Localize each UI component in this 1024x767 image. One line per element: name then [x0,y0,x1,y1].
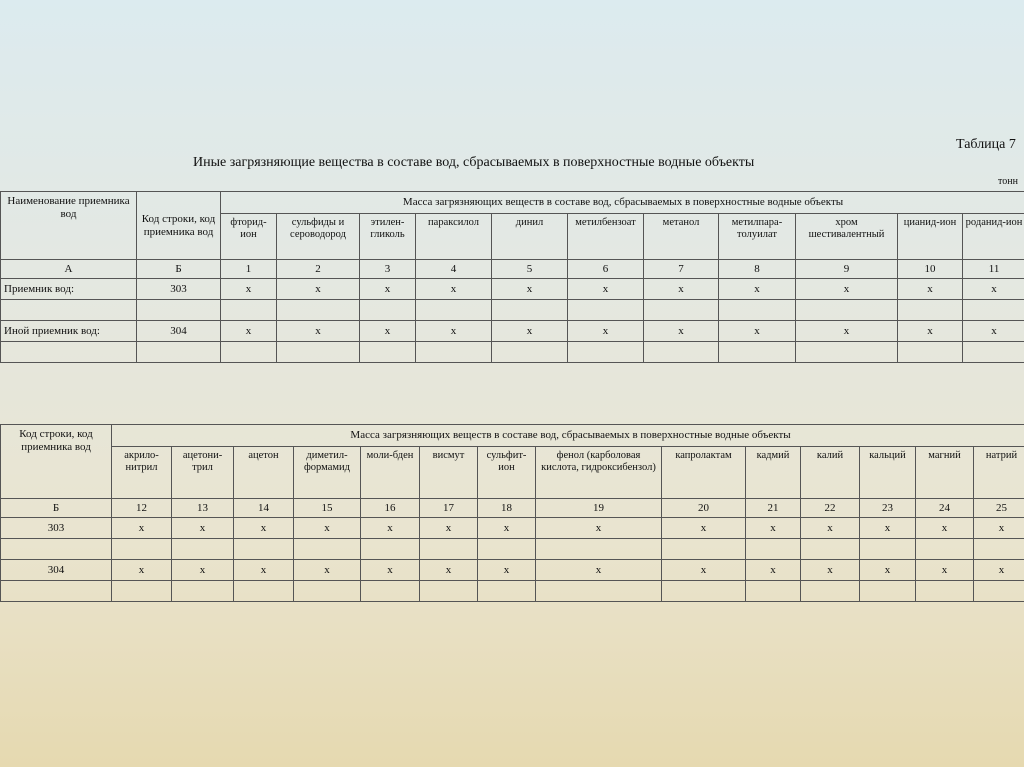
substance-header: кадмий [746,447,801,499]
value-cell: х [221,279,277,300]
value-cell: х [361,518,420,539]
value-cell: х [662,518,746,539]
table-row [1,560,1024,581]
value-cell [644,300,719,321]
value-cell [172,539,234,560]
value-cell: х [277,321,360,342]
column-number: 19 [536,499,662,518]
substance-header: диметил-формамид [294,447,361,499]
value-cell [746,539,801,560]
value-cell [360,342,416,363]
substance-header: хром шестивалентный [796,214,898,260]
column-number: 11 [963,260,1024,279]
value-cell: х [234,518,294,539]
value-cell [294,581,361,602]
column-number: 16 [361,499,420,518]
value-cell: х [416,321,492,342]
value-cell [796,300,898,321]
value-cell [234,539,294,560]
substance-header: роданид-ион [963,214,1024,260]
column-number: 4 [416,260,492,279]
row-code-cell: 304 [1,560,112,581]
substance-header: сульфиды и сероводород [277,214,360,260]
column-number: 17 [420,499,478,518]
row-code-cell [1,581,112,602]
value-cell [860,539,916,560]
column-number: 25 [974,499,1024,518]
value-cell: х [916,518,974,539]
substance-header: метилбензоат [568,214,644,260]
column-number: А [1,260,137,279]
value-cell [916,581,974,602]
substance-header: натрий [974,447,1024,499]
table-row [1,539,1024,560]
value-cell: х [746,518,801,539]
value-cell [234,581,294,602]
column-number: 14 [234,499,294,518]
value-cell [963,300,1024,321]
value-cell: х [963,321,1024,342]
table-row [1,321,1024,342]
value-cell [898,300,963,321]
value-cell [662,539,746,560]
page-title: Иные загрязняющие вещества в составе вод, сбрасываемых в поверхностные водные объекты [193,155,755,170]
value-cell: х [719,279,796,300]
column-number: 22 [801,499,860,518]
table-row [1,300,1024,321]
substance-header: фенол (карболовая кислота, гидроксибензол) [536,447,662,499]
value-cell: х [221,321,277,342]
substance-header: ацетон [234,447,294,499]
value-cell: х [860,518,916,539]
value-cell: х [898,279,963,300]
value-cell: х [568,279,644,300]
value-cell [916,539,974,560]
table-row [1,518,1024,539]
receiver-name-cell [1,342,137,363]
value-cell [172,581,234,602]
column-header-code: Код строки, код приемника вод [137,192,221,260]
table-row [1,279,1024,300]
value-cell: х [536,560,662,581]
value-cell: х [963,279,1024,300]
value-cell: х [801,560,860,581]
value-cell [416,342,492,363]
table-row [1,581,1024,602]
value-cell: х [420,518,478,539]
value-cell: х [746,560,801,581]
value-cell: х [719,321,796,342]
value-cell: х [234,560,294,581]
value-cell [360,300,416,321]
row-code-cell [1,539,112,560]
value-cell: х [898,321,963,342]
table-2 [0,424,1024,602]
substance-header: кальций [860,447,916,499]
value-cell: х [644,279,719,300]
value-cell: х [277,279,360,300]
column-number: 5 [492,260,568,279]
value-cell [221,342,277,363]
column-number: 3 [360,260,416,279]
substance-header: моли-бден [361,447,420,499]
value-cell: х [112,560,172,581]
value-cell: х [801,518,860,539]
value-cell [536,539,662,560]
value-cell [796,342,898,363]
column-number: 12 [112,499,172,518]
value-cell [860,581,916,602]
value-cell: х [478,518,536,539]
value-cell [277,342,360,363]
column-number: 1 [221,260,277,279]
value-cell [963,342,1024,363]
column-number: Б [137,260,221,279]
value-cell [974,539,1024,560]
value-cell [568,342,644,363]
row-code-cell [137,342,221,363]
value-cell: х [796,321,898,342]
value-cell [801,539,860,560]
substance-header: метилпара-толуилат [719,214,796,260]
receiver-name-cell: Иной приемник вод: [1,321,137,342]
substance-header: динил [492,214,568,260]
value-cell [974,581,1024,602]
value-cell: х [416,279,492,300]
value-cell: х [644,321,719,342]
value-cell: х [172,560,234,581]
value-cell: х [568,321,644,342]
column-number: 23 [860,499,916,518]
value-cell [536,581,662,602]
value-cell [568,300,644,321]
value-cell [361,539,420,560]
value-cell [801,581,860,602]
value-cell: х [360,279,416,300]
value-cell: х [492,279,568,300]
substance-header: этилен-гликоль [360,214,416,260]
table-number: Таблица 7 [956,137,1016,152]
row-code-cell: 303 [1,518,112,539]
value-cell [662,581,746,602]
group-header: Масса загрязняющих веществ в составе вод, сбрасываемых в поверхностные водные объекты [221,192,1024,214]
receiver-name-cell [1,300,137,321]
receiver-name-cell: Приемник вод: [1,279,137,300]
value-cell [294,539,361,560]
column-number: 6 [568,260,644,279]
value-cell: х [361,560,420,581]
value-cell [112,581,172,602]
value-cell: х [294,518,361,539]
column-number: 24 [916,499,974,518]
value-cell [492,300,568,321]
group-header: Масса загрязняющих веществ в составе вод, сбрасываемых в поверхностные водные объекты [112,425,1024,447]
column-number: 8 [719,260,796,279]
row-code-cell: 303 [137,279,221,300]
row-code-cell [137,300,221,321]
substance-header: капролактам [662,447,746,499]
value-cell [221,300,277,321]
value-cell: х [662,560,746,581]
value-cell: х [974,518,1024,539]
value-cell [277,300,360,321]
value-cell [492,342,568,363]
substance-header: ацетони-трил [172,447,234,499]
column-number: 10 [898,260,963,279]
value-cell: х [172,518,234,539]
value-cell [416,300,492,321]
column-header-code: Код строки, код приемника вод [1,425,112,499]
column-number: 21 [746,499,801,518]
substance-header: висмут [420,447,478,499]
column-number: Б [1,499,112,518]
value-cell [478,581,536,602]
substance-header: магний [916,447,974,499]
column-number: 20 [662,499,746,518]
table-row [1,342,1024,363]
table-1 [0,191,1024,363]
value-cell [112,539,172,560]
substance-header: цианид-ион [898,214,963,260]
substance-header: сульфит-ион [478,447,536,499]
value-cell [644,342,719,363]
substance-header: параксилол [416,214,492,260]
value-cell: х [796,279,898,300]
substance-header: метанол [644,214,719,260]
value-cell: х [536,518,662,539]
value-cell [898,342,963,363]
value-cell: х [916,560,974,581]
value-cell [420,581,478,602]
value-cell [746,581,801,602]
column-number: 18 [478,499,536,518]
value-cell [478,539,536,560]
value-cell [719,342,796,363]
value-cell: х [360,321,416,342]
row-code-cell: 304 [137,321,221,342]
column-number: 9 [796,260,898,279]
substance-header: фторид-ион [221,214,277,260]
value-cell [361,581,420,602]
value-cell: х [420,560,478,581]
value-cell: х [112,518,172,539]
column-number: 13 [172,499,234,518]
substance-header: калий [801,447,860,499]
substance-header: акрило-нитрил [112,447,172,499]
value-cell: х [294,560,361,581]
column-number: 15 [294,499,361,518]
column-header-name: Наименование приемника вод [1,192,137,260]
value-cell [719,300,796,321]
column-number: 7 [644,260,719,279]
value-cell: х [478,560,536,581]
value-cell: х [492,321,568,342]
value-cell [420,539,478,560]
unit-label: тонн [998,176,1018,187]
column-number: 2 [277,260,360,279]
value-cell: х [974,560,1024,581]
value-cell: х [860,560,916,581]
